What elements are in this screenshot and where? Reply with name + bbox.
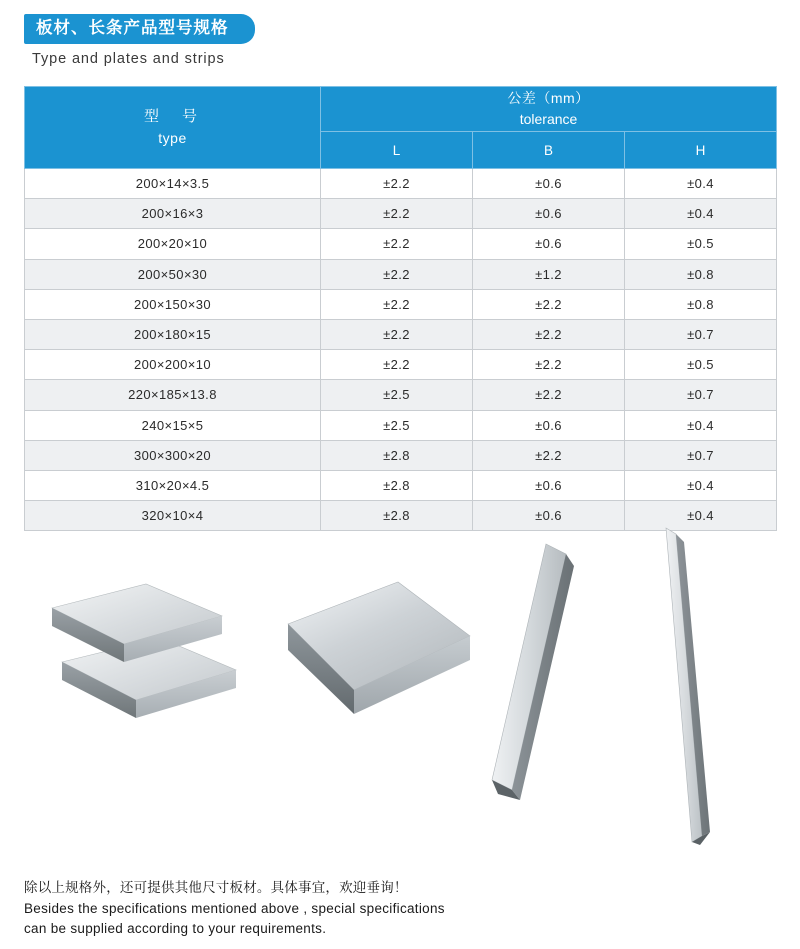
note-english-line2: can be supplied according to your requirements. [24,920,327,936]
cell-h: ±0.4 [625,410,777,440]
page-header [24,14,776,67]
cell-h: ±0.4 [625,470,777,500]
cell-l: ±2.5 [321,410,473,440]
cell-type: 200×20×10 [25,229,321,259]
cell-type: 200×150×30 [25,289,321,319]
page-title: 板材、长条产品型号规格 [24,14,255,44]
cell-l: ±2.2 [321,319,473,349]
cell-l: ±2.2 [321,169,473,199]
column-header-b: B [473,132,625,169]
table-row [25,410,777,440]
cell-b: ±2.2 [473,380,625,410]
cell-type: 320×10×4 [25,501,321,531]
page-subtitle: Type and plates and strips [32,50,225,67]
note-chinese: 除以上规格外，还可提供其他尺寸板材。具体事宜，欢迎垂询！ [24,880,408,896]
cell-b: ±0.6 [473,501,625,531]
cell-b: ±0.6 [473,410,625,440]
table-body [25,169,777,531]
cell-type: 310×20×4.5 [25,470,321,500]
table-header [25,87,777,169]
cell-type: 240×15×5 [25,410,321,440]
cell-l: ±2.2 [321,350,473,380]
column-header-type-cn: 型 号 [143,108,201,126]
cell-h: ±0.5 [625,229,777,259]
cell-b: ±0.6 [473,229,625,259]
table-row [25,380,777,410]
cell-l: ±2.5 [321,380,473,410]
cell-b: ±2.2 [473,289,625,319]
cell-l: ±2.8 [321,501,473,531]
cell-b: ±2.2 [473,350,625,380]
cell-h: ±0.8 [625,289,777,319]
long-strip-photo [630,520,740,850]
table-row [25,169,777,199]
column-header-type-en: type [158,130,187,147]
cell-h: ±0.4 [625,169,777,199]
cell-h: ±0.5 [625,350,777,380]
cell-h: ±0.7 [625,319,777,349]
cell-type: 200×50×30 [25,259,321,289]
stacked-plates-photo [40,550,250,770]
cell-h: ±0.7 [625,440,777,470]
table-row [25,259,777,289]
cell-b: ±2.2 [473,440,625,470]
cell-b: ±0.6 [473,169,625,199]
cell-h: ±0.8 [625,259,777,289]
column-header-tolerance-en: tolerance [519,111,578,127]
cell-l: ±2.8 [321,470,473,500]
table-row [25,319,777,349]
table-row [25,289,777,319]
cell-l: ±2.2 [321,259,473,289]
note-english-line1: Besides the specifications mentioned above , special specifications [24,901,445,916]
table-row [25,470,777,500]
column-header-tolerance-cn: 公差（mm） [507,90,590,106]
cell-h: ±0.4 [625,501,777,531]
column-header-l: L [321,132,473,169]
cell-type: 200×200×10 [25,350,321,380]
cell-type: 200×14×3.5 [25,169,321,199]
column-header-h: H [625,132,777,169]
product-image-gallery [0,520,800,860]
cell-type: 300×300×20 [25,440,321,470]
cell-b: ±0.6 [473,199,625,229]
cell-b: ±0.6 [473,470,625,500]
cell-type: 200×180×15 [25,319,321,349]
cell-l: ±2.2 [321,199,473,229]
footer-notes [24,876,776,938]
cell-b: ±2.2 [473,319,625,349]
cell-b: ±1.2 [473,259,625,289]
cell-type: 220×185×13.8 [25,380,321,410]
cell-l: ±2.8 [321,440,473,470]
column-header-tolerance [321,87,777,132]
cell-type: 200×16×3 [25,199,321,229]
specification-table [24,86,777,531]
table-row [25,199,777,229]
cell-h: ±0.4 [625,199,777,229]
table-row [25,440,777,470]
column-header-type [25,87,321,169]
short-strip-photo [470,532,590,822]
table-row [25,229,777,259]
cell-l: ±2.2 [321,229,473,259]
single-plate-photo [248,572,488,772]
cell-l: ±2.2 [321,289,473,319]
table-row [25,350,777,380]
cell-h: ±0.7 [625,380,777,410]
